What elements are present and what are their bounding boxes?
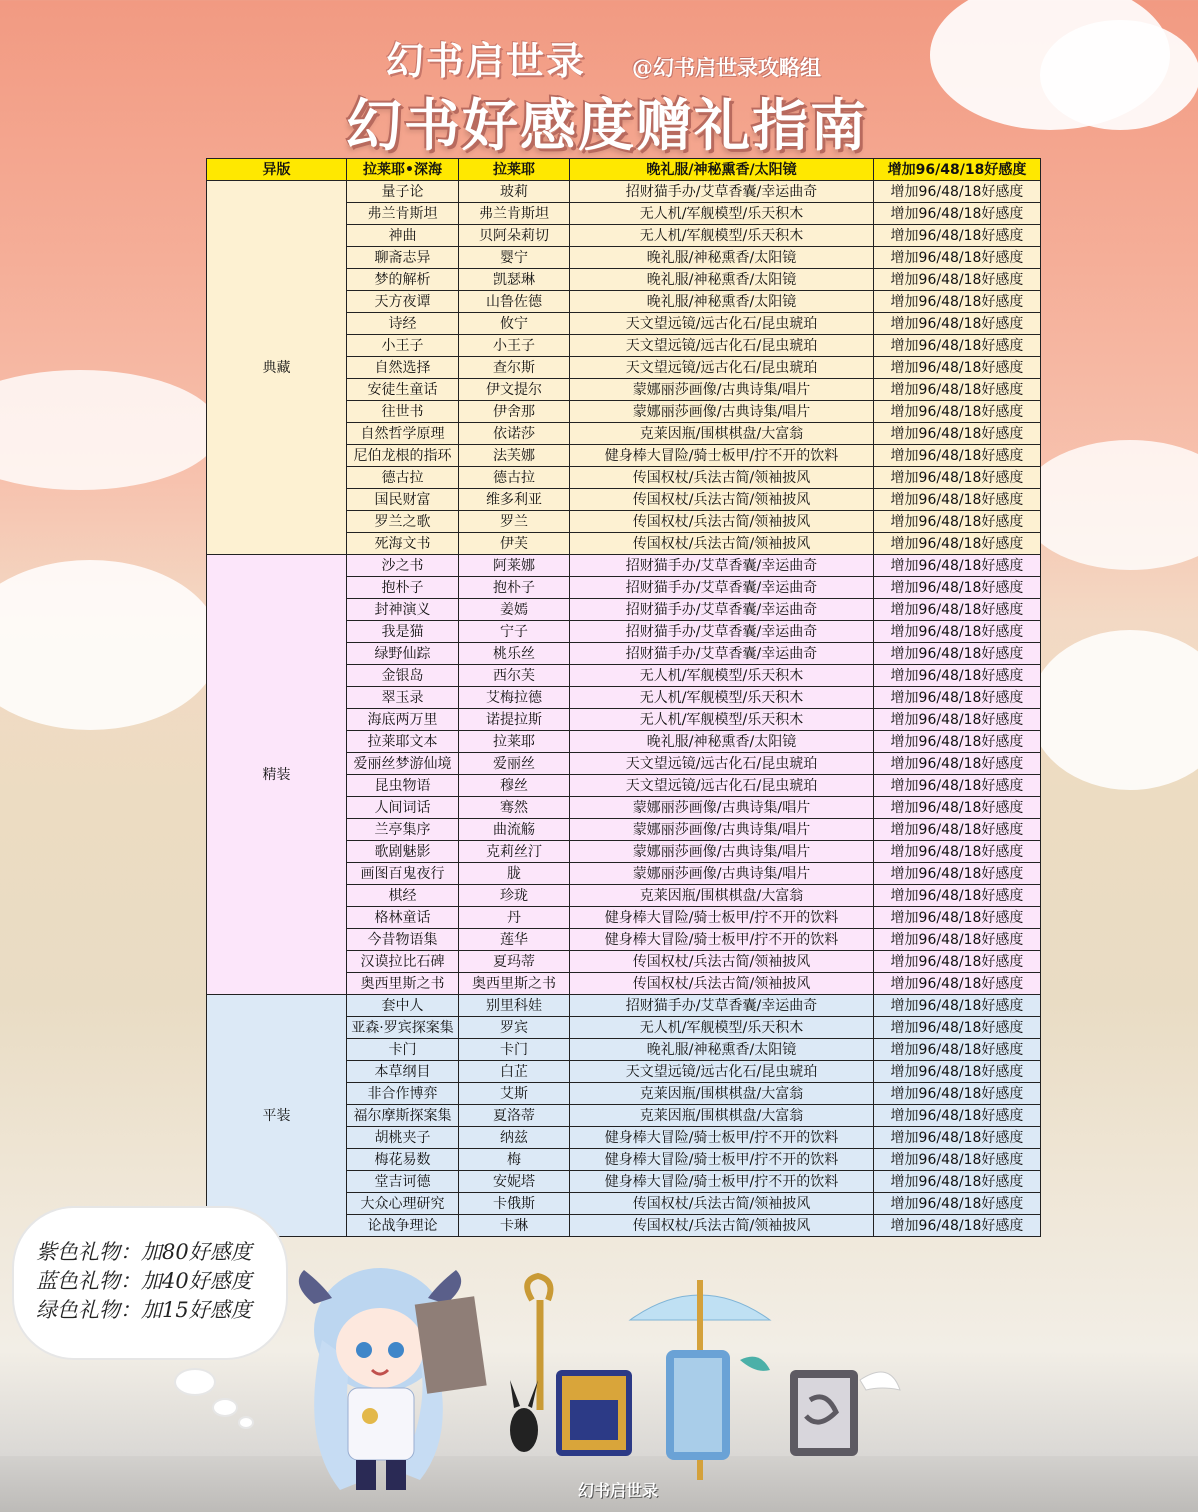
book-name-cell: 诗经 [347, 313, 459, 335]
affection-bonus-cell: 增加96/48/18好感度 [874, 731, 1041, 753]
affection-bonus-cell: 增加96/48/18好感度 [874, 1149, 1041, 1171]
table-row [207, 555, 1041, 577]
affection-bonus-cell: 增加96/48/18好感度 [874, 841, 1041, 863]
character-name-cell: 玻莉 [459, 181, 570, 203]
book-name-cell: 格林童话 [347, 907, 459, 929]
column-header: 晚礼服/神秘熏香/太阳镜 [570, 159, 874, 181]
character-name-cell: 诺提拉斯 [459, 709, 570, 731]
gift-items-cell: 传国权杖/兵法古简/领袖披风 [570, 489, 874, 511]
cloud-decoration [1020, 440, 1198, 570]
affection-bonus-cell: 增加96/48/18好感度 [874, 291, 1041, 313]
gift-table [206, 158, 1041, 1237]
affection-bonus-cell: 增加96/48/18好感度 [874, 1061, 1041, 1083]
affection-bonus-cell: 增加96/48/18好感度 [874, 643, 1041, 665]
book-name-cell: 汉谟拉比石碑 [347, 951, 459, 973]
character-name-cell: 伊舍那 [459, 401, 570, 423]
character-name-cell: 奥西里斯之书 [459, 973, 570, 995]
book-name-cell: 往世书 [347, 401, 459, 423]
book-name-cell: 昆虫物语 [347, 775, 459, 797]
gift-items-cell: 天文望远镜/远古化石/昆虫琥珀 [570, 313, 874, 335]
gift-items-cell: 招财猫手办/艾草香囊/幸运曲奇 [570, 621, 874, 643]
character-name-cell: 阿莱娜 [459, 555, 570, 577]
book-name-cell: 德古拉 [347, 467, 459, 489]
affection-bonus-cell: 增加96/48/18好感度 [874, 511, 1041, 533]
gift-items-cell: 健身棒大冒险/骑士板甲/拧不开的饮料 [570, 929, 874, 951]
affection-bonus-cell: 增加96/48/18好感度 [874, 797, 1041, 819]
book-name-cell: 安徒生童话 [347, 379, 459, 401]
thought-bubble [14, 1208, 286, 1358]
book-name-cell: 国民财富 [347, 489, 459, 511]
character-name-cell: 莲华 [459, 929, 570, 951]
character-name-cell: 爱丽丝 [459, 753, 570, 775]
book-name-cell: 梦的解析 [347, 269, 459, 291]
book-name-cell: 沙之书 [347, 555, 459, 577]
page-title: 幻书好感度赠礼指南 [346, 93, 868, 159]
gift-items-cell: 健身棒大冒险/骑士板甲/拧不开的饮料 [570, 445, 874, 467]
book-name-cell: 绿野仙踪 [347, 643, 459, 665]
affection-bonus-cell: 增加96/48/18好感度 [874, 599, 1041, 621]
affection-bonus-cell: 增加96/48/18好感度 [874, 1171, 1041, 1193]
affection-bonus-cell: 增加96/48/18好感度 [874, 313, 1041, 335]
affection-bonus-cell: 增加96/48/18好感度 [874, 907, 1041, 929]
character-name-cell: 安妮塔 [459, 1171, 570, 1193]
book-name-cell: 小王子 [347, 335, 459, 357]
book-name-cell: 罗兰之歌 [347, 511, 459, 533]
character-name-cell: 卡琳 [459, 1215, 570, 1237]
affection-bonus-cell: 增加96/48/18好感度 [874, 489, 1041, 511]
mascot-illustration [270, 1240, 910, 1512]
character-name-cell: 西尔芙 [459, 665, 570, 687]
affection-bonus-cell: 增加96/48/18好感度 [874, 247, 1041, 269]
character-name-cell: 抱朴子 [459, 577, 570, 599]
affection-bonus-cell: 增加96/48/18好感度 [874, 1105, 1041, 1127]
affection-bonus-cell: 增加96/48/18好感度 [874, 335, 1041, 357]
book-name-cell: 论战争理论 [347, 1215, 459, 1237]
character-name-cell: 攸宁 [459, 313, 570, 335]
book-name-cell: 人间词话 [347, 797, 459, 819]
affection-bonus-cell: 增加96/48/18好感度 [874, 379, 1041, 401]
book-name-cell: 金银岛 [347, 665, 459, 687]
book-name-cell: 画图百鬼夜行 [347, 863, 459, 885]
book-name-cell: 自然哲学原理 [347, 423, 459, 445]
gift-items-cell: 天文望远镜/远古化石/昆虫琥珀 [570, 753, 874, 775]
affection-bonus-cell: 增加96/48/18好感度 [874, 665, 1041, 687]
gift-items-cell: 蒙娜丽莎画像/古典诗集/唱片 [570, 379, 874, 401]
page-header [0, 0, 1198, 160]
gift-items-cell: 晚礼服/神秘熏香/太阳镜 [570, 247, 874, 269]
affection-bonus-cell: 增加96/48/18好感度 [874, 423, 1041, 445]
gift-items-cell: 健身棒大冒险/骑士板甲/拧不开的饮料 [570, 907, 874, 929]
gift-items-cell: 招财猫手办/艾草香囊/幸运曲奇 [570, 181, 874, 203]
character-name-cell: 桃乐丝 [459, 643, 570, 665]
character-name-cell: 艾梅拉德 [459, 687, 570, 709]
column-header: 增加96/48/18好感度 [874, 159, 1041, 181]
character-name-cell: 凯瑟琳 [459, 269, 570, 291]
book-name-cell: 兰亭集序 [347, 819, 459, 841]
gift-items-cell: 无人机/军舰模型/乐天积木 [570, 203, 874, 225]
affection-bonus-cell: 增加96/48/18好感度 [874, 709, 1041, 731]
book-name-cell: 神曲 [347, 225, 459, 247]
character-name-cell: 贝阿朵莉切 [459, 225, 570, 247]
gift-items-cell: 蒙娜丽莎画像/古典诗集/唱片 [570, 797, 874, 819]
affection-bonus-cell: 增加96/48/18好感度 [874, 621, 1041, 643]
character-name-cell: 克莉丝汀 [459, 841, 570, 863]
gift-items-cell: 招财猫手办/艾草香囊/幸运曲奇 [570, 577, 874, 599]
character-name-cell: 查尔斯 [459, 357, 570, 379]
gift-items-cell: 晚礼服/神秘熏香/太阳镜 [570, 291, 874, 313]
character-name-cell: 骞然 [459, 797, 570, 819]
affection-bonus-cell: 增加96/48/18好感度 [874, 819, 1041, 841]
gift-items-cell: 传国权杖/兵法古简/领袖披风 [570, 951, 874, 973]
gift-items-cell: 天文望远镜/远古化石/昆虫琥珀 [570, 775, 874, 797]
book-name-cell: 胡桃夹子 [347, 1127, 459, 1149]
book-name-cell: 套中人 [347, 995, 459, 1017]
gift-items-cell: 蒙娜丽莎画像/古典诗集/唱片 [570, 841, 874, 863]
character-name-cell: 穆丝 [459, 775, 570, 797]
gift-items-cell: 克莱因瓶/围棋棋盘/大富翁 [570, 1083, 874, 1105]
affection-bonus-cell: 增加96/48/18好感度 [874, 885, 1041, 907]
book-name-cell: 非合作博弈 [347, 1083, 459, 1105]
character-name-cell: 小王子 [459, 335, 570, 357]
character-name-cell: 卡门 [459, 1039, 570, 1061]
affection-bonus-cell: 增加96/48/18好感度 [874, 1017, 1041, 1039]
gift-items-cell: 蒙娜丽莎画像/古典诗集/唱片 [570, 401, 874, 423]
gift-items-cell: 无人机/军舰模型/乐天积木 [570, 709, 874, 731]
gift-items-cell: 招财猫手办/艾草香囊/幸运曲奇 [570, 995, 874, 1017]
gift-items-cell: 天文望远镜/远古化石/昆虫琥珀 [570, 335, 874, 357]
gift-items-cell: 无人机/军舰模型/乐天积木 [570, 225, 874, 247]
affection-bonus-cell: 增加96/48/18好感度 [874, 445, 1041, 467]
brand-title: 幻书启世录 [386, 38, 587, 83]
character-name-cell: 珍珑 [459, 885, 570, 907]
character-name-cell: 德古拉 [459, 467, 570, 489]
book-name-cell: 聊斋志异 [347, 247, 459, 269]
gift-items-cell: 天文望远镜/远古化石/昆虫琥珀 [570, 357, 874, 379]
bubble-tail [240, 1418, 252, 1427]
gift-items-cell: 蒙娜丽莎画像/古典诗集/唱片 [570, 863, 874, 885]
gift-items-cell: 传国权杖/兵法古简/领袖披风 [570, 533, 874, 555]
affection-bonus-cell: 增加96/48/18好感度 [874, 775, 1041, 797]
gift-items-cell: 招财猫手办/艾草香囊/幸运曲奇 [570, 599, 874, 621]
character-name-cell: 曲流觞 [459, 819, 570, 841]
book-name-cell: 弗兰肯斯坦 [347, 203, 459, 225]
column-header: 异版 [207, 159, 347, 181]
affection-bonus-cell: 增加96/48/18好感度 [874, 1039, 1041, 1061]
affection-bonus-cell: 增加96/48/18好感度 [874, 1215, 1041, 1237]
cloud-decoration [0, 370, 220, 490]
affection-bonus-cell: 增加96/48/18好感度 [874, 1127, 1041, 1149]
footer-logo: 幻书启世录 [578, 1481, 659, 1500]
gift-items-cell: 招财猫手办/艾草香囊/幸运曲奇 [570, 555, 874, 577]
book-name-cell: 死海文书 [347, 533, 459, 555]
gift-items-cell: 克莱因瓶/围棋棋盘/大富翁 [570, 423, 874, 445]
book-name-cell: 量子论 [347, 181, 459, 203]
credit-text: @幻书启世录攻略组 [632, 55, 821, 80]
gift-items-cell: 招财猫手办/艾草香囊/幸运曲奇 [570, 643, 874, 665]
character-name-cell: 罗兰 [459, 511, 570, 533]
affection-bonus-cell: 增加96/48/18好感度 [874, 269, 1041, 291]
character-name-cell: 纳兹 [459, 1127, 570, 1149]
affection-bonus-cell: 增加96/48/18好感度 [874, 401, 1041, 423]
character-name-cell: 姜嫣 [459, 599, 570, 621]
bubble-tail [214, 1400, 236, 1415]
affection-bonus-cell: 增加96/48/18好感度 [874, 467, 1041, 489]
book-name-cell: 本草纲目 [347, 1061, 459, 1083]
book-name-cell: 大众心理研究 [347, 1193, 459, 1215]
blue-gift-note: 蓝色礼物：加40好感度 [36, 1269, 252, 1293]
book-name-cell: 歌剧魅影 [347, 841, 459, 863]
character-name-cell: 艾斯 [459, 1083, 570, 1105]
affection-bonus-cell: 增加96/48/18好感度 [874, 533, 1041, 555]
affection-bonus-cell: 增加96/48/18好感度 [874, 951, 1041, 973]
book-name-cell: 封神演义 [347, 599, 459, 621]
gift-items-cell: 蒙娜丽莎画像/古典诗集/唱片 [570, 819, 874, 841]
affection-bonus-cell: 增加96/48/18好感度 [874, 1083, 1041, 1105]
character-name-cell: 婴宁 [459, 247, 570, 269]
book-name-cell: 翠玉录 [347, 687, 459, 709]
gift-items-cell: 克莱因瓶/围棋棋盘/大富翁 [570, 1105, 874, 1127]
book-name-cell: 亚森·罗宾探案集 [347, 1017, 459, 1039]
character-name-cell: 别里科娃 [459, 995, 570, 1017]
affection-bonus-cell: 增加96/48/18好感度 [874, 225, 1041, 247]
affection-bonus-cell: 增加96/48/18好感度 [874, 181, 1041, 203]
character-name-cell: 白芷 [459, 1061, 570, 1083]
gift-items-cell: 无人机/军舰模型/乐天积木 [570, 687, 874, 709]
gift-items-cell: 晚礼服/神秘熏香/太阳镜 [570, 1039, 874, 1061]
gift-items-cell: 传国权杖/兵法古简/领袖披风 [570, 467, 874, 489]
affection-bonus-cell: 增加96/48/18好感度 [874, 577, 1041, 599]
book-name-cell: 卡门 [347, 1039, 459, 1061]
book-name-cell: 福尔摩斯探案集 [347, 1105, 459, 1127]
cloud-decoration [1030, 630, 1198, 790]
gift-items-cell: 传国权杖/兵法古简/领袖披风 [570, 1193, 874, 1215]
gift-items-cell: 健身棒大冒险/骑士板甲/拧不开的饮料 [570, 1127, 874, 1149]
affection-bonus-cell: 增加96/48/18好感度 [874, 753, 1041, 775]
book-name-cell: 我是猫 [347, 621, 459, 643]
bubble-tail [176, 1370, 214, 1394]
character-name-cell: 伊文提尔 [459, 379, 570, 401]
affection-bonus-cell: 增加96/48/18好感度 [874, 973, 1041, 995]
character-name-cell: 夏洛蒂 [459, 1105, 570, 1127]
table-header-row [207, 159, 1041, 181]
gift-items-cell: 传国权杖/兵法古简/领袖披风 [570, 973, 874, 995]
book-name-cell: 拉莱耶文本 [347, 731, 459, 753]
book-name-cell: 尼伯龙根的指环 [347, 445, 459, 467]
edition-group-cell: 精装 [207, 555, 347, 995]
gift-items-cell: 晚礼服/神秘熏香/太阳镜 [570, 269, 874, 291]
gift-items-cell: 传国权杖/兵法古简/领袖披风 [570, 511, 874, 533]
book-name-cell: 堂吉诃德 [347, 1171, 459, 1193]
table-row [207, 995, 1041, 1017]
character-name-cell: 罗宾 [459, 1017, 570, 1039]
column-header: 拉莱耶 [459, 159, 570, 181]
gift-items-cell: 健身棒大冒险/骑士板甲/拧不开的饮料 [570, 1171, 874, 1193]
affection-bonus-cell: 增加96/48/18好感度 [874, 203, 1041, 225]
affection-bonus-cell: 增加96/48/18好感度 [874, 1193, 1041, 1215]
character-name-cell: 梅 [459, 1149, 570, 1171]
gift-items-cell: 无人机/军舰模型/乐天积木 [570, 665, 874, 687]
gift-items-cell: 健身棒大冒险/骑士板甲/拧不开的饮料 [570, 1149, 874, 1171]
character-name-cell: 丹 [459, 907, 570, 929]
cloud-decoration [0, 560, 220, 730]
character-name-cell: 夏玛蒂 [459, 951, 570, 973]
character-name-cell: 卡俄斯 [459, 1193, 570, 1215]
affection-bonus-cell: 增加96/48/18好感度 [874, 995, 1041, 1017]
gift-items-cell: 天文望远镜/远古化石/昆虫琥珀 [570, 1061, 874, 1083]
book-name-cell: 海底两万里 [347, 709, 459, 731]
book-name-cell: 天方夜谭 [347, 291, 459, 313]
gift-items-cell: 晚礼服/神秘熏香/太阳镜 [570, 731, 874, 753]
purple-gift-note: 紫色礼物：加80好感度 [36, 1240, 252, 1264]
edition-group-cell: 平装 [207, 995, 347, 1237]
character-name-cell: 弗兰肯斯坦 [459, 203, 570, 225]
character-name-cell: 维多利亚 [459, 489, 570, 511]
gift-items-cell: 克莱因瓶/围棋棋盘/大富翁 [570, 885, 874, 907]
book-name-cell: 爱丽丝梦游仙境 [347, 753, 459, 775]
book-name-cell: 自然选择 [347, 357, 459, 379]
green-gift-note: 绿色礼物：加15好感度 [36, 1298, 252, 1322]
table-row [207, 181, 1041, 203]
character-name-cell: 拉莱耶 [459, 731, 570, 753]
gift-items-cell: 无人机/军舰模型/乐天积木 [570, 1017, 874, 1039]
character-name-cell: 宁子 [459, 621, 570, 643]
gift-items-cell: 传国权杖/兵法古简/领袖披风 [570, 1215, 874, 1237]
book-name-cell: 梅花易数 [347, 1149, 459, 1171]
book-name-cell: 今昔物语集 [347, 929, 459, 951]
affection-bonus-cell: 增加96/48/18好感度 [874, 555, 1041, 577]
character-name-cell: 山鲁佐德 [459, 291, 570, 313]
book-name-cell: 抱朴子 [347, 577, 459, 599]
affection-bonus-cell: 增加96/48/18好感度 [874, 863, 1041, 885]
book-name-cell: 棋经 [347, 885, 459, 907]
affection-bonus-cell: 增加96/48/18好感度 [874, 687, 1041, 709]
character-name-cell: 伊芙 [459, 533, 570, 555]
affection-bonus-cell: 增加96/48/18好感度 [874, 357, 1041, 379]
affection-bonus-cell: 增加96/48/18好感度 [874, 929, 1041, 951]
book-name-cell: 奥西里斯之书 [347, 973, 459, 995]
column-header: 拉莱耶•深海 [347, 159, 459, 181]
character-name-cell: 胧 [459, 863, 570, 885]
character-name-cell: 法芙娜 [459, 445, 570, 467]
character-name-cell: 依诺莎 [459, 423, 570, 445]
edition-group-cell: 典藏 [207, 181, 347, 555]
